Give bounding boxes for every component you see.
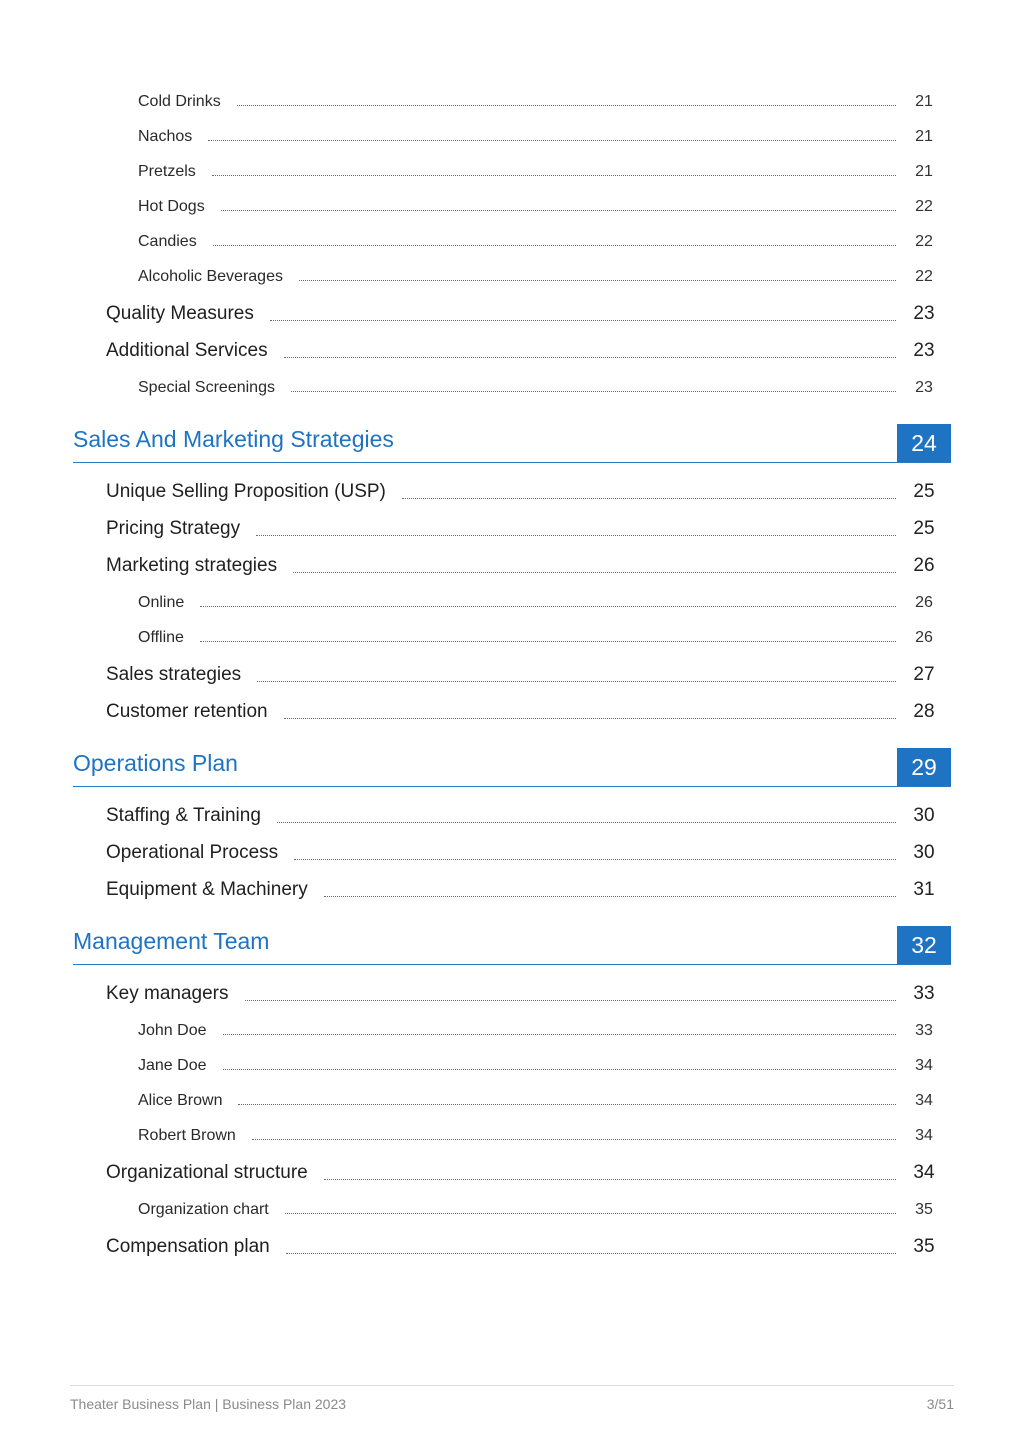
toc-entry-label: Alice Brown <box>138 1092 223 1109</box>
toc-section[interactable] <box>73 924 951 965</box>
toc-entry-page: 21 <box>915 163 933 180</box>
toc-entry-label: Sales strategies <box>106 664 242 685</box>
toc-entry-label: Compensation plan <box>106 1236 270 1257</box>
toc-entry-page: 34 <box>913 1162 935 1183</box>
toc-subentry[interactable] <box>0 591 1024 615</box>
toc-entry-label: Robert Brown <box>138 1127 236 1144</box>
footer-page-number: 3/51 <box>926 1396 954 1412</box>
toc-dot-leader <box>223 1034 896 1035</box>
toc-dot-leader <box>223 1069 896 1070</box>
toc-entry[interactable] <box>0 339 1024 363</box>
toc-entry[interactable] <box>0 1161 1024 1185</box>
toc-entry-page: 33 <box>915 1022 933 1039</box>
toc-entry-page: 30 <box>913 842 935 863</box>
toc-entry-label: Organizational structure <box>106 1162 308 1183</box>
toc-entry-page: 23 <box>915 379 933 396</box>
toc-entry-label: Key managers <box>106 983 229 1004</box>
toc-entry-page: 22 <box>915 233 933 250</box>
toc-entry-label: Candies <box>138 233 197 250</box>
toc-dot-leader <box>221 210 896 211</box>
toc-entry-page: 34 <box>915 1092 933 1109</box>
toc-entry-label: Marketing strategies <box>106 555 278 576</box>
toc-entry[interactable] <box>0 841 1024 865</box>
toc-dot-leader <box>324 896 896 897</box>
toc-subentry[interactable] <box>0 1019 1024 1043</box>
toc-entry-page: 33 <box>913 983 935 1004</box>
toc-entry-page: 35 <box>915 1201 933 1218</box>
toc-dot-leader <box>257 681 896 682</box>
toc-dot-leader <box>291 391 896 392</box>
toc-dot-leader <box>402 498 896 499</box>
toc-entry-label: Staffing & Training <box>106 805 261 826</box>
toc-dot-leader <box>245 1000 896 1001</box>
toc-entry-label: John Doe <box>138 1022 207 1039</box>
toc-dot-leader <box>284 357 896 358</box>
toc-dot-leader <box>237 105 896 106</box>
toc-dot-leader <box>286 1253 896 1254</box>
toc-subentry[interactable] <box>0 265 1024 289</box>
toc-subentry[interactable] <box>0 90 1024 114</box>
toc-entry-page: 31 <box>913 879 935 900</box>
toc-entry[interactable] <box>0 804 1024 828</box>
toc-entry-label: Offline <box>138 629 184 646</box>
toc-entry-page: 26 <box>913 555 935 576</box>
footer-divider <box>70 1385 954 1386</box>
toc-section-page-badge: 29 <box>897 748 951 786</box>
toc-entry-page: 25 <box>913 481 935 502</box>
toc-entry-label: Operational Process <box>106 842 279 863</box>
toc-dot-leader <box>299 280 896 281</box>
toc-entry-label: Jane Doe <box>138 1057 207 1074</box>
toc-subentry[interactable] <box>0 376 1024 400</box>
toc-entry[interactable] <box>0 302 1024 326</box>
toc-entry-page: 25 <box>913 518 935 539</box>
toc-entry-page: 21 <box>915 128 933 145</box>
toc-entry[interactable] <box>0 480 1024 504</box>
toc-entry-label: Unique Selling Proposition (USP) <box>106 481 386 502</box>
toc-section[interactable] <box>73 422 951 463</box>
toc-entry-label: Cold Drinks <box>138 93 221 110</box>
toc-subentry[interactable] <box>0 626 1024 650</box>
toc-section-page-badge: 24 <box>897 424 951 462</box>
toc-entry-page: 27 <box>913 664 935 685</box>
toc-entry-page: 26 <box>915 629 933 646</box>
toc-subentry[interactable] <box>0 125 1024 149</box>
toc-entry-label: Pretzels <box>138 163 196 180</box>
toc-subentry[interactable] <box>0 1054 1024 1078</box>
toc-dot-leader <box>238 1104 896 1105</box>
toc-dot-leader <box>277 822 896 823</box>
toc-dot-leader <box>200 641 896 642</box>
toc-entry[interactable] <box>0 1235 1024 1259</box>
toc-dot-leader <box>212 175 896 176</box>
toc-section-title: Operations Plan <box>73 750 238 776</box>
toc-dot-leader <box>270 320 896 321</box>
toc-subentry[interactable] <box>0 230 1024 254</box>
toc-dot-leader <box>213 245 896 246</box>
toc-entry[interactable] <box>0 982 1024 1006</box>
toc-subentry[interactable] <box>0 1089 1024 1113</box>
toc-section-title: Sales And Marketing Strategies <box>73 426 394 452</box>
toc-entry[interactable] <box>0 554 1024 578</box>
toc-dot-leader <box>284 718 896 719</box>
toc-dot-leader <box>285 1213 896 1214</box>
toc-entry[interactable] <box>0 517 1024 541</box>
toc-entry-label: Organization chart <box>138 1201 269 1218</box>
toc-dot-leader <box>293 572 896 573</box>
toc-subentry[interactable] <box>0 1124 1024 1148</box>
toc-entry-label: Quality Measures <box>106 303 254 324</box>
toc-entry-label: Pricing Strategy <box>106 518 241 539</box>
toc-entry-page: 28 <box>913 701 935 722</box>
toc-entry-page: 30 <box>913 805 935 826</box>
toc-entry-page: 34 <box>915 1127 933 1144</box>
toc-entry[interactable] <box>0 663 1024 687</box>
toc-entry-page: 22 <box>915 198 933 215</box>
toc-subentry[interactable] <box>0 1198 1024 1222</box>
toc-dot-leader <box>252 1139 896 1140</box>
toc-entry-label: Online <box>138 594 185 611</box>
footer-document-title: Theater Business Plan | Business Plan 2023 <box>70 1396 347 1412</box>
toc-entry-page: 35 <box>913 1236 935 1257</box>
toc-dot-leader <box>256 535 896 536</box>
toc-entry-label: Additional Services <box>106 340 268 361</box>
toc-subentry[interactable] <box>0 195 1024 219</box>
toc-entry[interactable] <box>0 700 1024 724</box>
toc-section-title: Management Team <box>73 928 270 954</box>
toc-dot-leader <box>208 140 896 141</box>
toc-entry-label: Equipment & Machinery <box>106 879 308 900</box>
toc-entry-page: 26 <box>915 594 933 611</box>
toc-dot-leader <box>200 606 896 607</box>
toc-entry-page: 22 <box>915 268 933 285</box>
toc-section-page-badge: 32 <box>897 926 951 964</box>
toc-entry-page: 23 <box>913 303 935 324</box>
toc-section[interactable] <box>73 746 951 787</box>
toc-dot-leader <box>294 859 896 860</box>
toc-entry-label: Alcoholic Beverages <box>138 268 283 285</box>
toc-entry-page: 21 <box>915 93 933 110</box>
toc-entry-page: 23 <box>913 340 935 361</box>
toc-entry-label: Special Screenings <box>138 379 275 396</box>
toc-dot-leader <box>324 1179 896 1180</box>
toc-entry-label: Hot Dogs <box>138 198 205 215</box>
toc-entry-label: Nachos <box>138 128 193 145</box>
toc-entry[interactable] <box>0 878 1024 902</box>
toc-entry-label: Customer retention <box>106 701 268 722</box>
toc-entry-page: 34 <box>915 1057 933 1074</box>
toc-subentry[interactable] <box>0 160 1024 184</box>
